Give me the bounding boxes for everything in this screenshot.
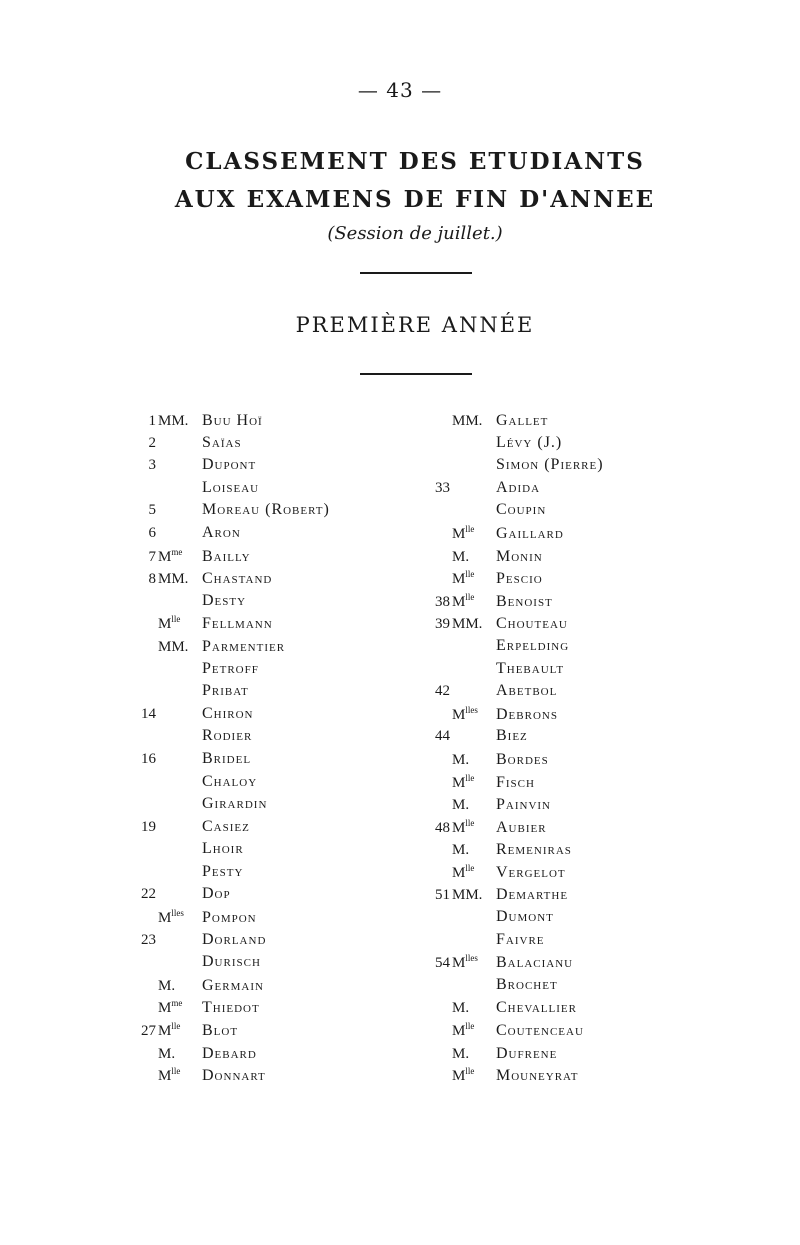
honorific [452, 953, 496, 972]
student-name: Remeniras [496, 841, 572, 859]
honorific [158, 411, 202, 430]
rank-number: 2 [148, 434, 156, 451]
student-name: Chiron [202, 704, 254, 722]
student-name: Erpelding [496, 636, 570, 654]
student-name: Monin [496, 547, 543, 565]
honorific-sup: lle [465, 862, 475, 873]
list-item [120, 1044, 330, 1067]
honorific [158, 998, 202, 1017]
honorific [158, 1044, 202, 1063]
list-item [410, 840, 604, 863]
rank-number: 22 [141, 886, 156, 903]
student-name: Fellmann [202, 615, 273, 633]
session-subtitle: (Session de juillet.) [327, 223, 503, 244]
list-item [410, 750, 604, 773]
rank-number: 1 [148, 413, 156, 429]
list-item [120, 456, 330, 479]
student-name: Gallet [496, 412, 549, 429]
list-item [410, 976, 604, 999]
student-name: Desty [202, 591, 247, 609]
honorific [452, 750, 496, 769]
honorific [452, 818, 496, 837]
honorific-main: M [452, 819, 466, 836]
honorific-main: M. [158, 1045, 176, 1062]
honorific [452, 705, 496, 724]
honorific-main: M. [158, 977, 176, 994]
list-item [410, 682, 604, 705]
student-name: Lhoir [202, 840, 244, 858]
rank-number: 38 [435, 593, 450, 610]
list-item [410, 501, 604, 524]
student-name: Blot [202, 1022, 239, 1040]
student-name: Thebault [496, 659, 565, 677]
honorific-main: M [452, 706, 466, 723]
list-item [410, 411, 604, 434]
honorific-main: MM. [158, 638, 189, 655]
honorific [452, 1021, 496, 1040]
list-item [120, 434, 330, 457]
student-name: Mouneyrat [496, 1067, 579, 1085]
rank-number: 8 [148, 571, 156, 588]
section-title: PREMIÈRE ANNÉE [295, 313, 535, 337]
list-item [120, 637, 330, 660]
rank-number: 23 [141, 931, 156, 948]
page-number: — 43 — [357, 78, 443, 102]
honorific-sup: lles [465, 704, 478, 715]
student-name: Rodier [202, 727, 253, 745]
list-item [410, 456, 604, 479]
divider-rule [360, 373, 472, 375]
honorific [452, 863, 496, 882]
honorific-main: M [452, 1068, 466, 1085]
list-item [410, 637, 604, 660]
student-name: Lévy (J.) [496, 433, 563, 451]
student-name: Coupin [496, 501, 547, 519]
list-item [120, 908, 330, 931]
rank-number: 51 [435, 887, 450, 904]
list-item [120, 885, 330, 908]
list-item [120, 682, 330, 705]
honorific-main: M [158, 548, 172, 565]
list-item [410, 773, 604, 796]
list-item [120, 750, 330, 773]
honorific-main: MM. [158, 413, 189, 429]
student-name: Parmentier [202, 637, 286, 655]
honorific-main: M. [452, 548, 470, 565]
student-name: Aron [202, 523, 241, 541]
honorific-main: M [452, 774, 466, 791]
list-item [410, 614, 604, 637]
honorific-sup: lle [465, 569, 475, 580]
rank-number: 33 [435, 479, 450, 496]
student-name: Pribat [202, 682, 249, 700]
ranking-list-right [410, 411, 604, 1089]
rank-number: 3 [148, 457, 156, 474]
honorific [158, 637, 202, 656]
honorific [452, 1066, 496, 1085]
honorific-main: M [452, 571, 466, 588]
student-name: Buu Hoï [202, 412, 263, 429]
honorific [452, 1044, 496, 1063]
student-name: Chouteau [496, 615, 568, 633]
list-item [410, 863, 604, 886]
honorific-sup: lle [171, 1021, 181, 1032]
list-item [410, 705, 604, 728]
honorific-main: M. [452, 1000, 470, 1017]
honorific-sup: lle [171, 614, 181, 625]
honorific-main: M. [452, 797, 470, 814]
honorific-main: M [158, 910, 172, 927]
student-name: Bridel [202, 749, 252, 767]
rank-number: 48 [435, 819, 450, 836]
honorific [158, 1021, 202, 1040]
honorific [452, 614, 496, 633]
student-name: Saïas [202, 433, 242, 451]
student-name: Bailly [202, 547, 251, 565]
honorific-sup: lle [465, 1066, 475, 1077]
list-item [410, 795, 604, 818]
student-name: Durisch [202, 953, 261, 971]
list-item [120, 795, 330, 818]
student-name: Chevallier [496, 999, 577, 1017]
honorific-main: M. [452, 1045, 470, 1062]
honorific [452, 569, 496, 588]
student-name: Faivre [496, 930, 545, 948]
honorific-sup: lles [465, 953, 478, 964]
honorific-main: MM. [452, 887, 483, 904]
honorific-main: M [158, 616, 172, 633]
list-item [120, 411, 330, 434]
honorific-main: MM. [158, 571, 189, 588]
student-name: Balacianu [496, 954, 574, 972]
student-name: Coutenceau [496, 1022, 584, 1040]
list-item [410, 1044, 604, 1067]
student-name: Moreau (Robert) [202, 501, 330, 519]
list-item [410, 953, 604, 976]
rank-number: 39 [435, 616, 450, 633]
list-item [410, 1021, 604, 1044]
list-item [120, 953, 330, 976]
honorific [158, 908, 202, 927]
honorific-sup: lle [465, 817, 475, 828]
list-item [120, 931, 330, 954]
list-item [120, 727, 330, 750]
rank-number: 16 [141, 750, 156, 767]
rank-number: 44 [435, 728, 450, 745]
student-name: Girardin [202, 795, 268, 813]
honorific-sup: me [171, 998, 183, 1009]
rank-number: 19 [141, 818, 156, 835]
list-item [120, 592, 330, 615]
honorific-main: M [452, 955, 466, 972]
list-item [410, 547, 604, 570]
student-name: Aubier [496, 818, 547, 836]
student-name: Loiseau [202, 478, 260, 496]
page-title-line-1: CLASSEMENT DES ETUDIANTS [185, 148, 645, 175]
student-name: Donnart [202, 1067, 266, 1085]
student-name: Dorland [202, 930, 267, 948]
honorific [158, 547, 202, 566]
list-item [120, 998, 330, 1021]
rank-number: 54 [435, 955, 450, 972]
student-name: Thiedot [202, 999, 260, 1017]
honorific-sup: lle [465, 591, 475, 602]
student-name: Gaillard [496, 524, 564, 542]
list-item [120, 818, 330, 841]
list-item [410, 592, 604, 615]
student-name: Casiez [202, 817, 250, 835]
student-name: Chastand [202, 570, 273, 588]
honorific-main: M [452, 593, 466, 610]
student-name: Dumont [496, 908, 554, 926]
student-name: Chaloy [202, 772, 258, 790]
honorific [452, 547, 496, 566]
student-name: Dop [202, 885, 231, 903]
honorific-main: M. [452, 842, 470, 859]
honorific [158, 976, 202, 995]
honorific [452, 411, 496, 430]
list-item [410, 818, 604, 841]
honorific-sup: lle [465, 1021, 475, 1032]
list-item [120, 773, 330, 796]
rank-number: 6 [148, 524, 156, 541]
student-name: Biez [496, 727, 528, 745]
honorific-main: M [452, 864, 466, 881]
honorific-sup: lles [171, 908, 184, 919]
honorific [452, 885, 496, 904]
list-item [410, 998, 604, 1021]
honorific-main: M [452, 525, 466, 542]
divider-rule [360, 272, 472, 274]
student-name: Bordes [496, 750, 549, 768]
student-name: Fisch [496, 773, 535, 791]
list-item [120, 479, 330, 502]
student-name: Pompon [202, 909, 257, 927]
student-name: Demarthe [496, 886, 569, 904]
honorific [158, 614, 202, 633]
ranking-list-left [120, 411, 330, 1089]
student-name: Debrons [496, 705, 558, 723]
list-item [120, 976, 330, 999]
honorific-sup: lle [465, 772, 475, 783]
rank-number: 42 [435, 683, 450, 700]
list-item [120, 1021, 330, 1044]
honorific [452, 840, 496, 859]
student-name: Petroff [202, 659, 259, 677]
list-item [120, 547, 330, 570]
list-item [410, 660, 604, 683]
honorific [452, 795, 496, 814]
list-item [120, 840, 330, 863]
list-item [410, 569, 604, 592]
student-name: Vergelot [496, 863, 566, 881]
honorific-sup: lle [171, 1066, 181, 1077]
list-item [410, 479, 604, 502]
honorific-sup: me [171, 546, 183, 557]
list-item [410, 727, 604, 750]
student-name: Dufrene [496, 1044, 558, 1062]
student-name: Debard [202, 1044, 257, 1062]
rank-number: 5 [148, 502, 156, 519]
list-item [410, 931, 604, 954]
student-name: Simon (Pierre) [496, 456, 604, 474]
list-item [120, 863, 330, 886]
student-name: Germain [202, 976, 264, 994]
list-item [410, 908, 604, 931]
student-name: Brochet [496, 975, 558, 993]
honorific-main: M [452, 1023, 466, 1040]
student-name: Benoist [496, 592, 553, 610]
student-name: Adida [496, 478, 541, 496]
student-name: Abetbol [496, 682, 558, 700]
list-item [120, 660, 330, 683]
honorific [452, 524, 496, 543]
rank-number: 27 [141, 1023, 156, 1040]
list-item [120, 614, 330, 637]
list-item [410, 1066, 604, 1089]
honorific-main: M [158, 1068, 172, 1085]
page-title-line-2: AUX EXAMENS DE FIN D'ANNEE [174, 186, 656, 213]
list-item [120, 569, 330, 592]
honorific [158, 569, 202, 588]
list-item [410, 524, 604, 547]
honorific-main: M [158, 1000, 172, 1017]
honorific [452, 592, 496, 611]
list-item [410, 885, 604, 908]
student-name: Pesty [202, 862, 244, 880]
rank-number: 14 [141, 705, 156, 722]
student-name: Pescio [496, 570, 543, 588]
list-item [120, 524, 330, 547]
honorific-main: M [158, 1023, 172, 1040]
list-item [120, 705, 330, 728]
list-item [410, 434, 604, 457]
honorific-main: MM. [452, 413, 483, 429]
honorific [452, 998, 496, 1017]
list-item [120, 1066, 330, 1089]
list-item [120, 501, 330, 524]
honorific-sup: lle [465, 523, 475, 534]
student-name: Painvin [496, 796, 551, 814]
honorific-main: M. [452, 751, 470, 768]
honorific [158, 1066, 202, 1085]
honorific [452, 773, 496, 792]
honorific-main: MM. [452, 616, 483, 633]
rank-number: 7 [148, 548, 156, 565]
student-name: Dupont [202, 456, 257, 474]
